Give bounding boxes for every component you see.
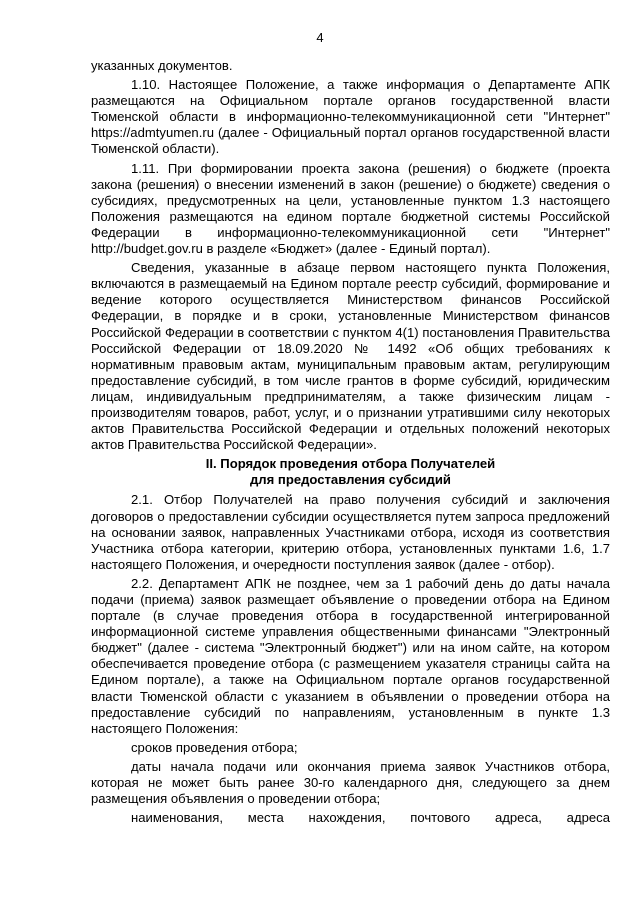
paragraph-1-10: 1.10. Настоящее Положение, а также информация о Департаменте АПК размещаются на Официальном портале органов государственной власти Тюменской области в информационно-телекоммуникационной сети "Интернет" https://admtyumen.ru (далее - Официальный портал органов государственной власти Тюменской области). xyxy=(91,77,610,157)
section-heading xyxy=(91,456,610,488)
paragraph-2-1: 2.1. Отбор Получателей на право получения субсидий и заключения договоров о предоставлении субсидии осуществляется путем запроса предложений на основании заявок, направленных Участниками отбора, исходя из соответствия Участника отбора категории, критерию отбора, установленных пунктами 1.6, 1.7 настоящего Положения, и очередности поступления заявок (далее - отбор). xyxy=(91,492,610,572)
paragraph-continuation: указанных документов. xyxy=(91,58,233,73)
page-number: 4 xyxy=(316,30,324,45)
section-heading-line-2: для предоставления субсидий xyxy=(250,472,451,488)
section-heading-line-1: II. Порядок проведения отбора Получателей xyxy=(205,456,496,472)
list-item-selection-terms: сроков проведения отбора; xyxy=(131,739,298,755)
paragraph-1-11: 1.11. При формировании проекта закона (решения) о бюджете (проекта закона (решения) о внесении изменений в закон (решение) о бюджете) сведения о субсидиях, предусмотренных на цели, установленные пунктом 1.3 настоящего Положения размещаются на едином портале бюджетной системы Российской Федерации в информационно-телекоммуникационной сети "Интернет" http://budget.gov.ru в разделе «Бюджет» (далее - Единый портал). xyxy=(91,160,610,257)
document-body xyxy=(91,58,610,826)
list-item-application-dates: даты начала подачи или окончания приема заявок Участников отбора, которая не может быть ранее 30-го календарного дня, следующего за днем размещения объявления о проведении отбора; xyxy=(91,758,610,807)
list-item-names-addresses: наименования, места нахождения, почтового адреса, адреса xyxy=(131,810,610,826)
paragraph-2-2: 2.2. Департамент АПК не позднее, чем за 1 рабочий день до даты начала подачи (приема) заявок размещает объявление о проведении отбора на Едином портале (в случае проведения отбора в государственной интегрированной информационной системе управления общественными финансами "Электронный бюджет" (далее - система "Электронный бюджет") или на ином сайте, на котором обеспечивается проведение отбора (с размещением указателя страницы сайта на Едином портале), а также на Официальном портале органов государственной власти Тюменской области с указанием в объявлении о проведении отбора на предоставление субсидий по направлениям, установленным в пункте 1.3 настоящего Положения: xyxy=(91,575,610,736)
paragraph-subsidy-registry: Сведения, указанные в абзаце первом настоящего пункта Положения, включаются в размещаемый на Едином портале реестр субсидий, формирование и ведение которого осуществляется Министерством финансов Российской Федерации, в порядке и в сроки, установленные Министерством финансов Российской Федерации в соответствии с пунктом 4(1) постановления Правительства Российской Федерации от 18.09.2020 № 1492 «Об общих требованиях к нормативным правовым актам, муниципальным правовым актам, регулирующим предоставление субсидий, в том числе грантов в форме субсидий, юридическим лицам, индивидуальным предпринимателям, а также физическим лицам - производителям товаров, работ, услуг, и о признании утратившими силу некоторых актов Правительства Российской Федерации и отдельных положений некоторых актов Правительства Российской Федерации». xyxy=(91,260,610,453)
